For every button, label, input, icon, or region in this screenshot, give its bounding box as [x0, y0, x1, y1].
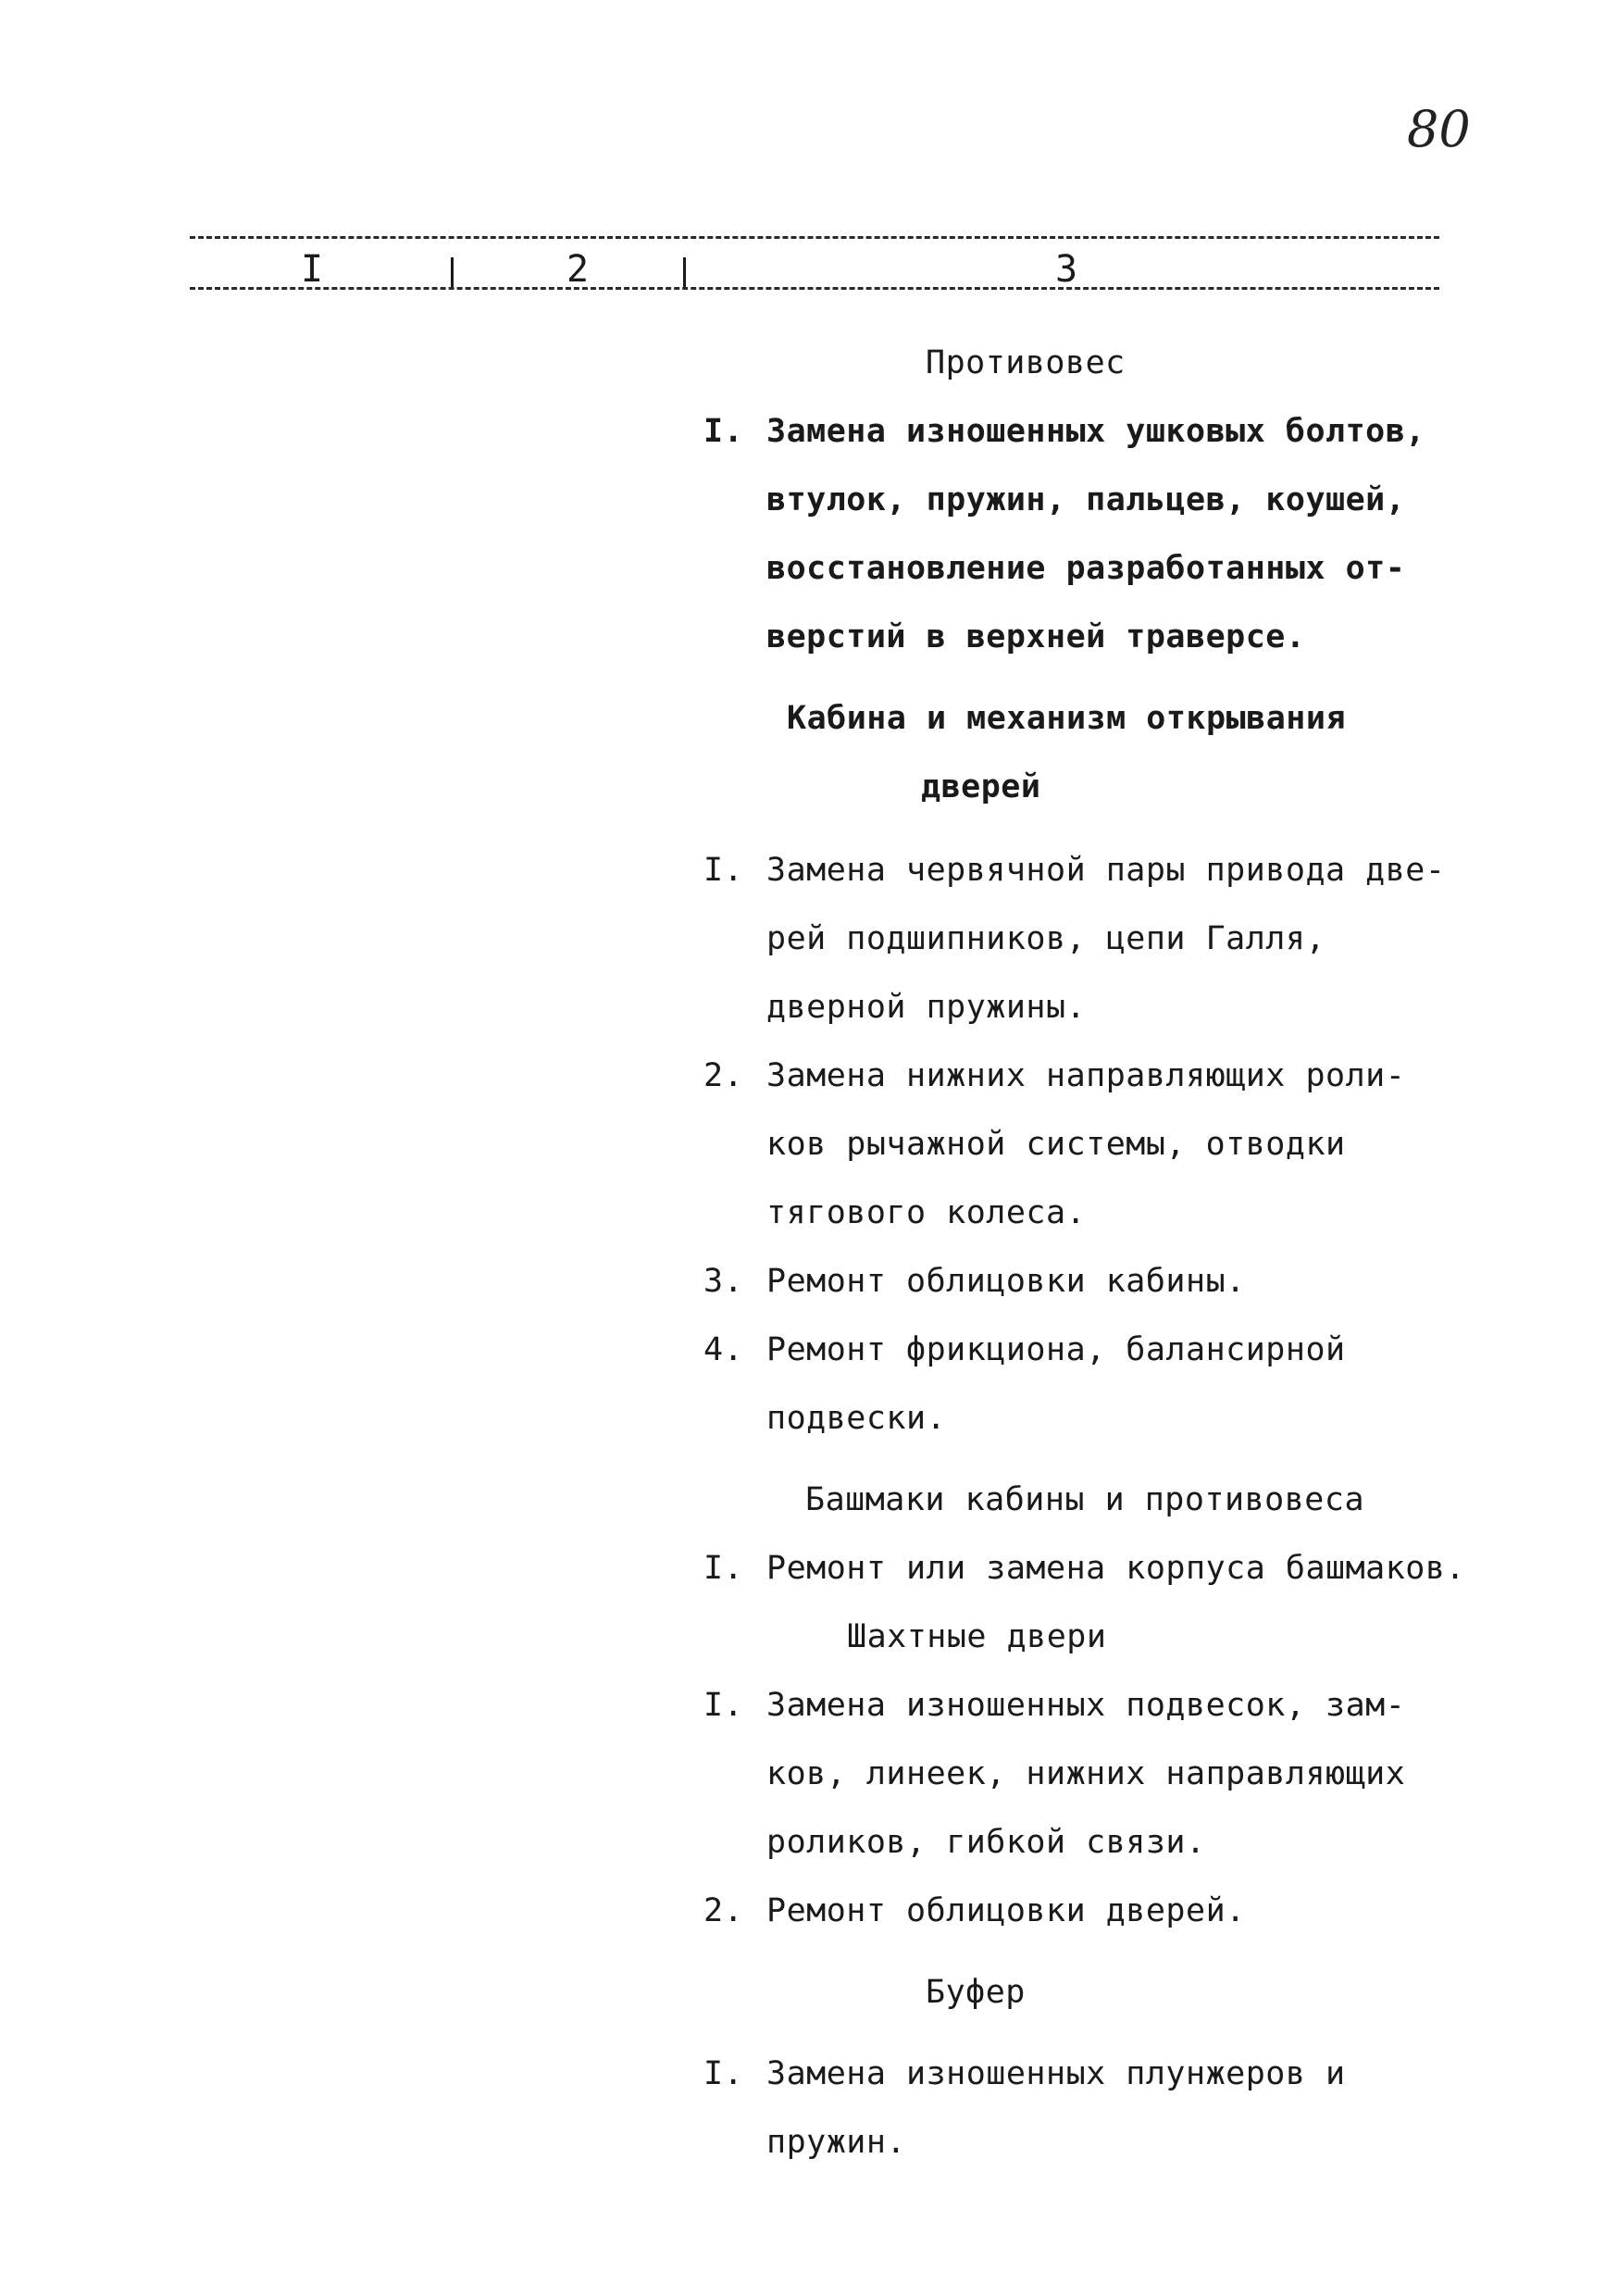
- item-number: I.: [703, 1687, 744, 1724]
- item-text-line: восстановление разработанных от-: [766, 550, 1406, 587]
- item-text-line: Ремонт фрикциона, балансирной: [766, 1331, 1346, 1368]
- item-text-line: Ремонт или замена корпуса башмаков.: [766, 1550, 1466, 1587]
- item-text-line: тягового колеса.: [766, 1194, 1087, 1231]
- section-heading: Буфер: [926, 1974, 1026, 2011]
- page-number: 80: [1407, 100, 1471, 158]
- list-item: [703, 2040, 1500, 2177]
- column-label-2: 2: [566, 248, 590, 291]
- section-heading: Башмаки кабины и противовеса: [805, 1481, 1365, 1518]
- section-counterweight: [703, 329, 1500, 671]
- section-heading-continued: дверей: [921, 768, 1041, 805]
- item-text-line: Замена изношенных плунжеров и: [766, 2055, 1346, 2092]
- item-text-line: рей подшипников, цепи Галля,: [766, 920, 1326, 957]
- column-separator: [683, 257, 686, 287]
- list-item: [703, 1316, 1500, 1453]
- item-text-line: подвески.: [766, 1400, 947, 1437]
- item-text-line: ков рычажной системы, отводки: [766, 1126, 1346, 1163]
- item-text-line: дверной пружины.: [766, 989, 1087, 1026]
- section-shaft-doors: [703, 1603, 1500, 1945]
- item-text-line: роликов, гибкой связи.: [766, 1824, 1206, 1861]
- section-heading: Противовес: [926, 344, 1126, 381]
- list-item: [703, 397, 1500, 671]
- item-number: 3.: [703, 1263, 744, 1300]
- column-3-content: [703, 329, 1500, 2177]
- item-number: 2.: [703, 1057, 744, 1094]
- section-heading: Кабина и механизм открывания: [787, 700, 1347, 737]
- item-text-line: пружин.: [766, 2124, 907, 2161]
- column-label-3: 3: [1055, 248, 1078, 291]
- item-text-line: Замена червячной пары привода две-: [766, 852, 1446, 889]
- section-shoes: [703, 1466, 1500, 1603]
- header-bottom-rule: [190, 287, 1439, 290]
- item-number: I.: [703, 852, 744, 889]
- item-number: I.: [703, 2055, 744, 2092]
- item-text-line: ков, линеек, нижних направляющих: [766, 1755, 1406, 1792]
- list-item: [703, 1877, 1500, 1945]
- item-number: I.: [703, 413, 744, 450]
- column-label-1: I: [301, 248, 324, 291]
- list-item: [703, 1534, 1500, 1603]
- item-number: 4.: [703, 1331, 744, 1368]
- section-buffer: [703, 1958, 1500, 2177]
- column-separator: [451, 257, 454, 287]
- item-text-line: Ремонт облицовки кабины.: [766, 1263, 1246, 1300]
- item-text-line: Замена изношенных подвесок, зам-: [766, 1687, 1406, 1724]
- section-heading: Шахтные двери: [847, 1618, 1107, 1655]
- item-text-line: Ремонт облицовки дверей.: [766, 1892, 1246, 1929]
- list-item: [703, 1247, 1500, 1316]
- list-item: [703, 1042, 1500, 1247]
- item-text-line: втулок, пружин, пальцев, коушей,: [766, 481, 1406, 518]
- header-top-rule: [190, 236, 1439, 239]
- list-item: [703, 836, 1500, 1042]
- section-cabin: [703, 684, 1500, 1453]
- item-number: 2.: [703, 1892, 744, 1929]
- item-text-line: Замена изношенных ушковых болтов,: [766, 413, 1425, 450]
- item-number: I.: [703, 1550, 744, 1587]
- item-text-line: Замена нижних направляющих роли-: [766, 1057, 1406, 1094]
- item-text-line: верстий в верхней траверсе.: [766, 618, 1306, 655]
- list-item: [703, 1671, 1500, 1877]
